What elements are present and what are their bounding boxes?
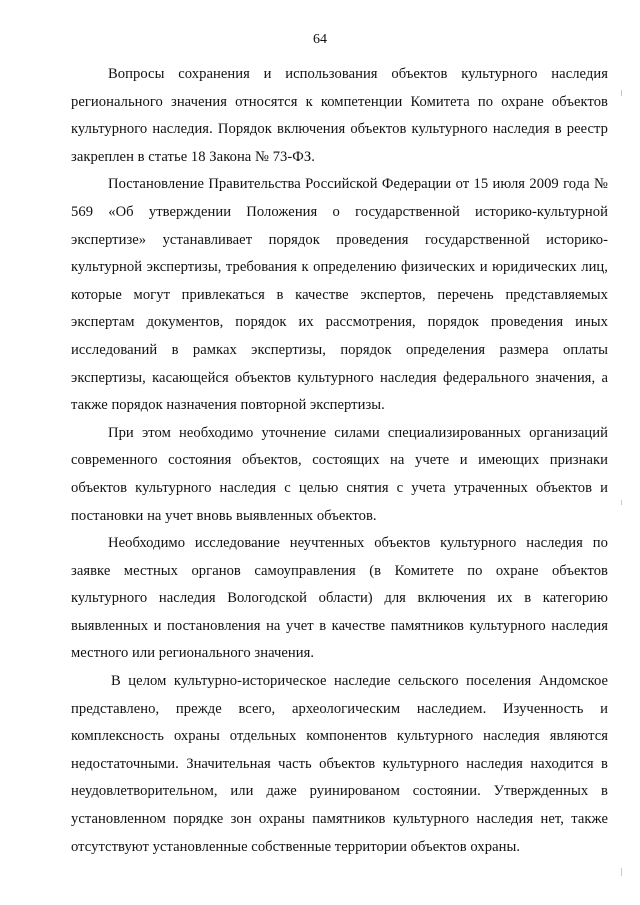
scan-edge-mark-bottom (621, 868, 622, 876)
scan-edge-mark-top (621, 90, 622, 96)
paragraph-3: При этом необходимо уточнение силами специализированных организаций современного состояния объектов, состоящих на учете и имеющих признаки объектов культурного наследия с целью снятия с учета утраченных объектов и постановки на учет вновь выявленных объектов. (71, 424, 608, 524)
page-number: 64 (313, 32, 327, 47)
paragraph-2: Постановление Правительства Российской Федерации от 15 июля 2009 года № 569 «Об утверждении Положения о государственной историко-культурной экспертизе» устанавливает порядок проведения государственной историко-культурной экспертизы, требования к определению физических и юридических лиц, которые могут привлекаться в качестве экспертов, перечень представляемых экспертам документов, порядок их рассмотрения, порядок проведения иных исследований в рамках экспертизы, порядок определения размера оплаты экспертизы, касающейся объектов культурного наследия федерального значения, а также порядок назначения повторной экспертизы. (71, 176, 608, 414)
document-body (71, 61, 608, 861)
paragraph-1: Вопросы сохранения и использования объектов культурного наследия регионального значения относятся к компетенции Комитета по охране объектов культурного наследия. Порядок включения объектов культурного наследия в реестр закреплен в статье 18 Закона № 73-ФЗ. (71, 66, 608, 165)
scan-edge-mark-mid (621, 500, 622, 505)
paragraph-4: Необходимо исследование неучтенных объектов культурного наследия по заявке местных органов самоуправления (в Комитете по охране объектов культурного наследия Вологодской области) для включения их в категорию выявленных и постановления на учет в качестве памятников культурного наследия местного или регионального значения. (71, 535, 608, 662)
paragraph-5: В целом культурно-историческое наследие сельского поселения Андомское представлено, прежде всего, археологическим наследием. Изученность и комплексность охраны отдельных компонентов культурного наследия являются недостаточными. Значительная часть объектов культурного наследия находится в неудовлетворительном, или даже руинированом состоянии. Утвержденных в установленном порядке зон охраны памятников культурного наследия нет, также отсутствуют установленные собственные территории объектов охраны. (71, 673, 608, 855)
